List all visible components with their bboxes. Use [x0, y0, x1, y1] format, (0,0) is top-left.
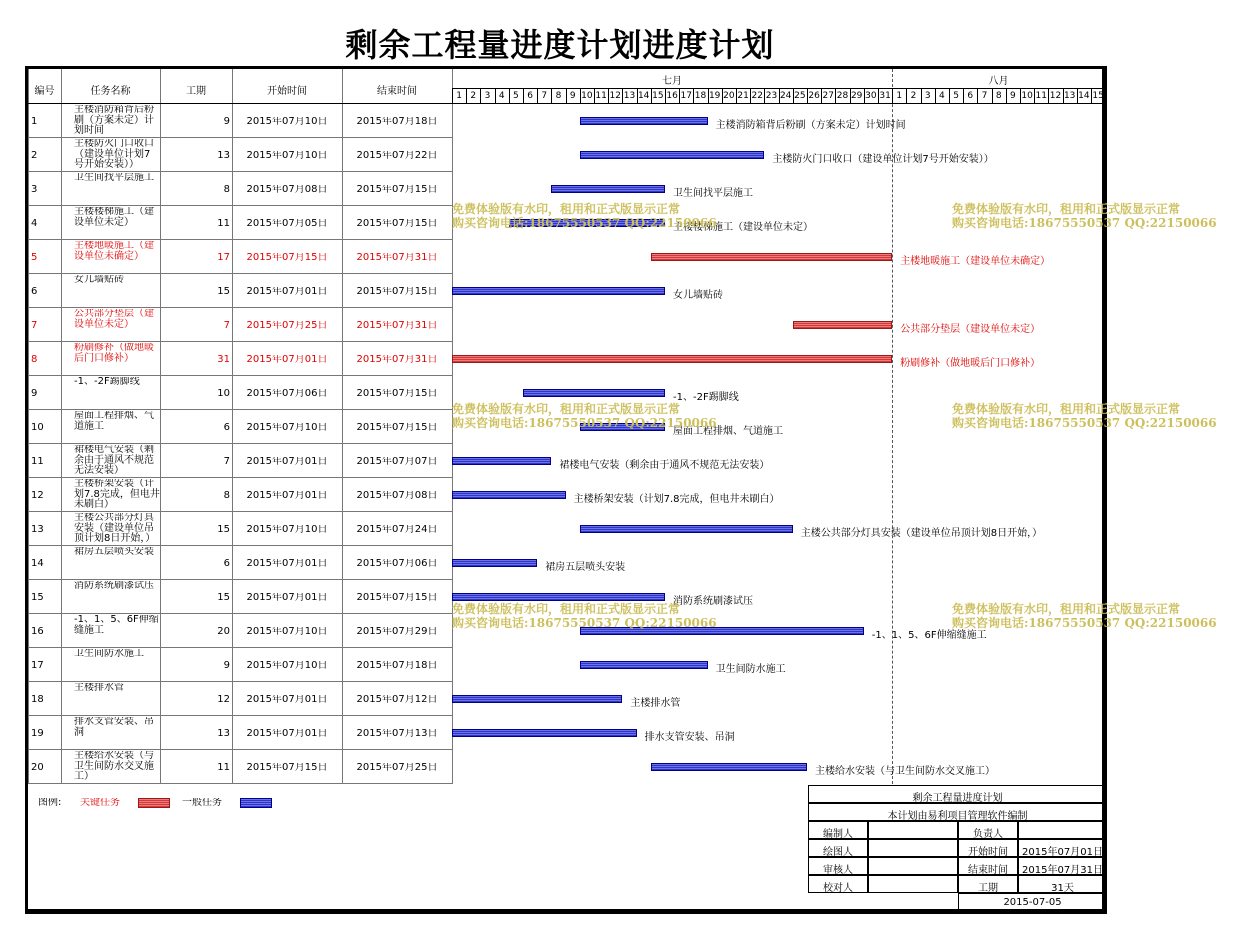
task-id: 11 — [31, 457, 44, 467]
header-end: 结束时间 — [377, 86, 417, 97]
day-tick-label: 6 — [527, 91, 533, 101]
day-tick-label: 4 — [939, 91, 945, 101]
task-start: 2015年07月01日 — [246, 355, 328, 365]
info-software: 本计划由易利项目管理软件编制 — [887, 811, 1028, 822]
day-tick-label: 14 — [637, 91, 650, 101]
task-end: 2015年07月18日 — [356, 117, 438, 127]
task-name: 屋面工程排烟、气道施工 — [74, 411, 154, 432]
grid-line — [28, 171, 452, 172]
header-id: 编号 — [34, 86, 55, 97]
task-bar-label: 卫生间找平层施工 — [673, 188, 753, 199]
task-end: 2015年07月15日 — [356, 287, 438, 297]
day-tick-label: 2 — [470, 91, 477, 101]
info-plan-title: 剩余工程量进度计划 — [912, 793, 1003, 804]
day-tick-label: 20 — [723, 91, 735, 101]
task-id: 18 — [31, 695, 44, 705]
task-name: 女儿墙贴砖 — [74, 275, 124, 285]
task-bar-label: 裙房五层喷头安装 — [545, 562, 626, 573]
task-start: 2015年07月05日 — [246, 219, 328, 229]
task-bar-label: 公共部分垫层（建设单位未定） — [900, 324, 1041, 335]
critical-task-bar[interactable] — [793, 321, 892, 329]
task-bar-label: 主楼消防箱背后粉刷（方案未定）计划时间 — [715, 120, 906, 131]
task-bar-label: 主楼地暖施工（建设单位未确定） — [900, 256, 1051, 267]
day-tick-label: 11 — [1035, 91, 1047, 101]
task-id: 3 — [31, 185, 38, 195]
task-bar-label: 主楼桥架安装（计划7.8完成，但电井未刷白） — [573, 494, 780, 505]
task-duration: 9 — [223, 117, 230, 127]
month-label-july: 七月 — [662, 76, 682, 87]
task-end: 2015年07月15日 — [356, 423, 438, 433]
task-name: 主楼防火门口收口（建设单位计划7号开始安装）） — [74, 139, 154, 170]
day-tick-label: 23 — [765, 91, 778, 101]
task-start: 2015年07月10日 — [246, 151, 328, 161]
grid-line — [28, 477, 452, 478]
legend-normal-label: 一般任务 — [182, 798, 222, 808]
critical-task-bar[interactable] — [452, 355, 892, 363]
task-bar[interactable] — [580, 661, 708, 669]
task-start: 2015年07月01日 — [246, 593, 328, 603]
task-start: 2015年07月10日 — [246, 661, 328, 671]
task-start: 2015年07月10日 — [246, 423, 328, 433]
grid-line — [61, 69, 62, 784]
day-tick-label: 25 — [794, 91, 806, 101]
task-end: 2015年07月22日 — [356, 151, 438, 161]
info-cell — [868, 839, 958, 857]
task-name: 主楼给水安装（与卫生间防水交叉施工） — [74, 751, 154, 782]
info-duration-label: 工期 — [978, 883, 998, 894]
info-start-label: 开始时间 — [968, 847, 1008, 858]
grid-line — [28, 545, 452, 546]
info-cell — [1018, 821, 1107, 839]
info-end-label: 结束时间 — [968, 865, 1008, 876]
header-start: 开始时间 — [267, 86, 307, 97]
task-id: 12 — [31, 491, 44, 501]
grid-line — [28, 341, 452, 342]
day-tick-label: 18 — [694, 91, 707, 101]
day-tick-label: 14 — [1078, 91, 1090, 101]
task-end: 2015年07月31日 — [356, 321, 438, 331]
task-id: 14 — [31, 559, 44, 569]
task-bar[interactable] — [452, 491, 566, 499]
grid-line — [28, 749, 452, 750]
task-end: 2015年07月31日 — [356, 355, 438, 365]
info-leader-label: 负责人 — [973, 829, 1003, 840]
day-tick-label: 31 — [879, 91, 891, 101]
task-start: 2015年07月01日 — [246, 457, 328, 467]
task-id: 1 — [31, 117, 38, 127]
task-end: 2015年07月08日 — [356, 491, 438, 501]
info-duration-value: 31天 — [1051, 883, 1074, 894]
task-name: 主楼消防箱背后粉刷（方案未定）计划时间 — [74, 105, 154, 136]
task-id: 20 — [31, 763, 44, 773]
watermark: 免费体验版有水印，租用和正式版显示正常 购买咨询电话:18675550537 QQ:22150066 — [452, 402, 717, 430]
task-bar[interactable] — [452, 457, 551, 465]
grid-line — [28, 69, 29, 784]
task-bar-label: -1、1、5、6F伸缩缝施工 — [871, 630, 987, 641]
day-tick-label: 22 — [751, 91, 763, 101]
task-name: -1、1、5、6F伸缩缝施工 — [74, 615, 159, 636]
task-id: 10 — [31, 423, 44, 433]
task-id: 7 — [31, 321, 38, 331]
task-bar[interactable] — [580, 151, 765, 159]
day-tick-label: 8 — [555, 91, 562, 101]
task-end: 2015年07月15日 — [356, 593, 438, 603]
task-start: 2015年07月01日 — [246, 287, 328, 297]
task-bar[interactable] — [551, 185, 665, 193]
grid-line — [28, 307, 452, 308]
day-tick-label: 30 — [865, 91, 877, 101]
day-tick-label: 11 — [595, 91, 607, 101]
info-reviewer-label: 审核人 — [823, 865, 853, 876]
task-end: 2015年07月13日 — [356, 729, 438, 739]
task-name: 粉刷修补（做地暖后门口修补） — [74, 343, 154, 364]
task-start: 2015年07月01日 — [246, 559, 328, 569]
info-cell — [868, 821, 958, 839]
grid-line — [28, 443, 452, 444]
grid-line — [28, 783, 452, 784]
day-tick-label: 24 — [779, 91, 792, 101]
task-bar[interactable] — [452, 695, 622, 703]
grid-line — [28, 715, 452, 716]
day-tick-label: 26 — [808, 91, 820, 101]
task-id: 2 — [31, 151, 38, 161]
task-name: 主楼地暖施工（建设单位未确定） — [74, 241, 154, 262]
task-end: 2015年07月31日 — [356, 253, 438, 263]
task-duration: 10 — [217, 389, 230, 399]
task-duration: 15 — [217, 593, 230, 603]
legend-critical-label: 关键任务 — [80, 798, 120, 808]
task-bar-label: 卫生间防水施工 — [715, 664, 786, 675]
info-cell — [868, 875, 958, 893]
day-tick-label: 15 — [1092, 91, 1104, 101]
task-start: 2015年07月01日 — [246, 695, 328, 705]
task-duration: 11 — [217, 219, 230, 229]
task-id: 5 — [31, 253, 38, 263]
task-duration: 6 — [223, 559, 230, 569]
task-start: 2015年07月10日 — [246, 627, 328, 637]
task-bar-label: 消防系统刷漆试压 — [673, 596, 753, 607]
day-tick-label: 9 — [569, 91, 576, 101]
day-tick-label: 13 — [1063, 91, 1076, 101]
task-bar-label: 主楼防火门口收口（建设单位计划7号开始安装）） — [772, 154, 994, 165]
task-start: 2015年07月15日 — [246, 763, 328, 773]
task-start: 2015年07月01日 — [246, 491, 328, 501]
task-start: 2015年07月25日 — [246, 321, 328, 331]
task-name: 主楼排水管 — [74, 683, 124, 693]
task-duration: 13 — [217, 151, 230, 161]
day-tick-label: 17 — [680, 91, 692, 101]
grid-line — [28, 273, 452, 274]
grid-line — [28, 511, 452, 512]
day-tick-label: 5 — [513, 91, 519, 101]
task-id: 19 — [31, 729, 44, 739]
watermark: 免费体验版有水印，租用和正式版显示正常 购买咨询电话:18675550537 QQ:22150066 — [452, 602, 717, 630]
day-tick-label: 2 — [910, 91, 917, 101]
task-start: 2015年07月08日 — [246, 185, 328, 195]
watermark: 免费体验版有水印，租用和正式版显示正常 购买咨询电话:18675550537 QQ:22150066 — [952, 402, 1217, 430]
day-tick-label: 10 — [581, 91, 593, 101]
day-tick-label: 8 — [995, 91, 1002, 101]
day-tick-label: 6 — [967, 91, 974, 101]
task-name: 消防系统刷漆试压 — [74, 581, 154, 591]
task-start: 2015年07月10日 — [246, 117, 328, 127]
grid-line — [28, 375, 452, 376]
task-start: 2015年07月06日 — [246, 389, 328, 399]
task-duration: 7 — [223, 457, 230, 467]
task-duration: 11 — [217, 763, 230, 773]
task-bar-label: 主楼给水安装（与卫生间防水交叉施工） — [815, 766, 995, 777]
grid-line — [28, 409, 452, 410]
task-start: 2015年07月01日 — [246, 729, 328, 739]
task-bar-label: 排水支管安装、吊洞 — [644, 732, 735, 743]
task-id: 17 — [31, 661, 44, 671]
task-bar-label: -1、-2F踢脚线 — [673, 392, 739, 403]
grid-line — [28, 579, 452, 580]
day-tick-label: 21 — [737, 91, 749, 101]
task-name: -1、-2F踢脚线 — [74, 377, 140, 387]
task-id: 13 — [31, 525, 44, 535]
task-bar-label: 主楼公共部分灯具安装（建设单位吊顶计划8日开始，） — [800, 528, 1043, 539]
task-bar-label: 裙楼电气安装（剩余由于通风不规范无法安装） — [559, 460, 770, 471]
task-bar[interactable] — [452, 593, 665, 601]
day-tick-label: 3 — [484, 91, 491, 101]
task-duration: 31 — [217, 355, 230, 365]
grid-line — [28, 681, 452, 682]
task-end: 2015年07月15日 — [356, 219, 438, 229]
task-start: 2015年07月15日 — [246, 253, 328, 263]
day-tick-label: 5 — [953, 91, 959, 101]
info-date: 2015-07-05 — [1003, 897, 1062, 908]
task-duration: 15 — [217, 287, 230, 297]
task-start: 2015年07月10日 — [246, 525, 328, 535]
info-checker-label: 校对人 — [823, 883, 853, 894]
day-tick-label: 1 — [896, 91, 903, 101]
task-duration: 9 — [223, 661, 230, 671]
info-cell — [868, 857, 958, 875]
watermark: 免费体验版有水印，租用和正式版显示正常 购买咨询电话:18675550537 QQ:22150066 — [952, 202, 1217, 230]
info-compiler-label: 编制人 — [823, 829, 853, 840]
task-bar-label: 主楼楼梯施工（建设单位未定） — [673, 222, 813, 233]
day-tick-label: 7 — [981, 91, 988, 101]
task-bar[interactable] — [452, 559, 537, 567]
task-duration: 13 — [217, 729, 230, 739]
critical-task-bar[interactable] — [651, 253, 892, 261]
task-duration: 6 — [223, 423, 230, 433]
day-tick-label: 13 — [623, 91, 636, 101]
task-name: 主楼桥架安装（计划7.8完成，但电井未刷白） — [74, 479, 160, 510]
info-drawer-label: 绘图人 — [823, 847, 853, 858]
task-id: 6 — [31, 287, 38, 297]
task-bar[interactable] — [580, 117, 708, 125]
task-duration: 17 — [217, 253, 230, 263]
task-name: 卫生间防水施工 — [74, 649, 144, 659]
task-id: 9 — [31, 389, 38, 399]
day-tick-label: 3 — [924, 91, 931, 101]
info-start-value: 2015年07月01日 — [1022, 847, 1103, 858]
grid-line — [892, 69, 893, 784]
task-name: 裙楼电气安装（剩余由于通风不规范无法安装） — [74, 445, 154, 476]
day-tick-label: 27 — [822, 91, 834, 101]
grid-line — [28, 103, 1105, 104]
task-bar[interactable] — [651, 763, 807, 771]
header-duration: 工期 — [186, 86, 206, 97]
task-name: 主楼楼梯施工（建设单位未定） — [74, 207, 154, 228]
task-bar-label: 女儿墙贴砖 — [673, 290, 723, 301]
day-tick-label: 12 — [1049, 91, 1062, 101]
grid-line — [28, 205, 452, 206]
day-tick-label: 10 — [1021, 91, 1033, 101]
day-tick-label: 15 — [652, 91, 664, 101]
task-duration: 7 — [223, 321, 230, 331]
task-duration: 8 — [223, 491, 230, 501]
task-bar-label: 屋面工程排烟、气道施工 — [673, 426, 783, 437]
grid-line — [28, 137, 452, 138]
task-end: 2015年07月07日 — [356, 457, 438, 467]
header-name: 任务名称 — [90, 86, 131, 97]
task-bar-label: 主楼排水管 — [630, 698, 681, 709]
task-end: 2015年07月12日 — [356, 695, 438, 705]
info-end-value: 2015年07月31日 — [1022, 865, 1103, 876]
day-tick-label: 7 — [541, 91, 548, 101]
day-tick-label: 12 — [609, 91, 621, 101]
task-end: 2015年07月18日 — [356, 661, 438, 671]
task-duration: 12 — [217, 695, 230, 705]
task-bar[interactable] — [452, 729, 637, 737]
task-end: 2015年07月06日 — [356, 559, 438, 569]
month-label-august: 八月 — [988, 76, 1009, 87]
task-end: 2015年07月24日 — [356, 525, 438, 535]
day-tick-label: 16 — [666, 91, 678, 101]
task-end: 2015年07月15日 — [356, 389, 438, 399]
task-duration: 8 — [223, 185, 230, 195]
grid-line — [28, 239, 452, 240]
task-name: 卫生间找平层施工 — [74, 173, 154, 183]
task-name: 裙房五层喷头安装 — [74, 547, 154, 557]
task-bar[interactable] — [523, 389, 665, 397]
day-tick-label: 4 — [498, 91, 505, 101]
task-end: 2015年07月29日 — [356, 627, 438, 637]
watermark: 免费体验版有水印，租用和正式版显示正常 购买咨询电话:18675550537 QQ:22150066 — [452, 202, 717, 230]
grid-line — [28, 613, 452, 614]
task-id: 4 — [31, 219, 38, 229]
task-bar-label: 粉刷修补（做地暖后门口修补） — [900, 358, 1041, 369]
task-id: 15 — [31, 593, 44, 603]
task-id: 8 — [31, 355, 38, 365]
day-tick-label: 29 — [850, 91, 863, 101]
day-tick-label: 9 — [1010, 91, 1016, 101]
task-id: 16 — [31, 627, 44, 637]
day-tick-label: 19 — [708, 91, 721, 101]
task-duration: 20 — [217, 627, 230, 637]
grid-line — [28, 647, 452, 648]
legend-normal-swatch — [240, 798, 272, 808]
task-bar[interactable] — [452, 287, 665, 295]
task-name: 公共部分垫层（建设单位未定） — [74, 309, 154, 330]
day-tick-label: 1 — [456, 91, 462, 101]
watermark: 免费体验版有水印，租用和正式版显示正常 购买咨询电话:18675550537 QQ:22150066 — [952, 602, 1217, 630]
task-duration: 15 — [217, 525, 230, 535]
task-end: 2015年07月25日 — [356, 763, 438, 773]
legend-label: 图例: — [38, 798, 62, 808]
task-end: 2015年07月15日 — [356, 185, 438, 195]
task-name: 排水支管安装、吊洞 — [74, 717, 154, 738]
task-bar[interactable] — [580, 525, 793, 533]
page-title: 剩余工程量进度计划进度计划 — [345, 26, 775, 64]
day-tick-label: 28 — [836, 91, 849, 101]
task-name: 主楼公共部分灯具安装（建设单位吊顶计划8日开始，） — [74, 513, 156, 544]
legend-critical-swatch — [138, 798, 170, 808]
